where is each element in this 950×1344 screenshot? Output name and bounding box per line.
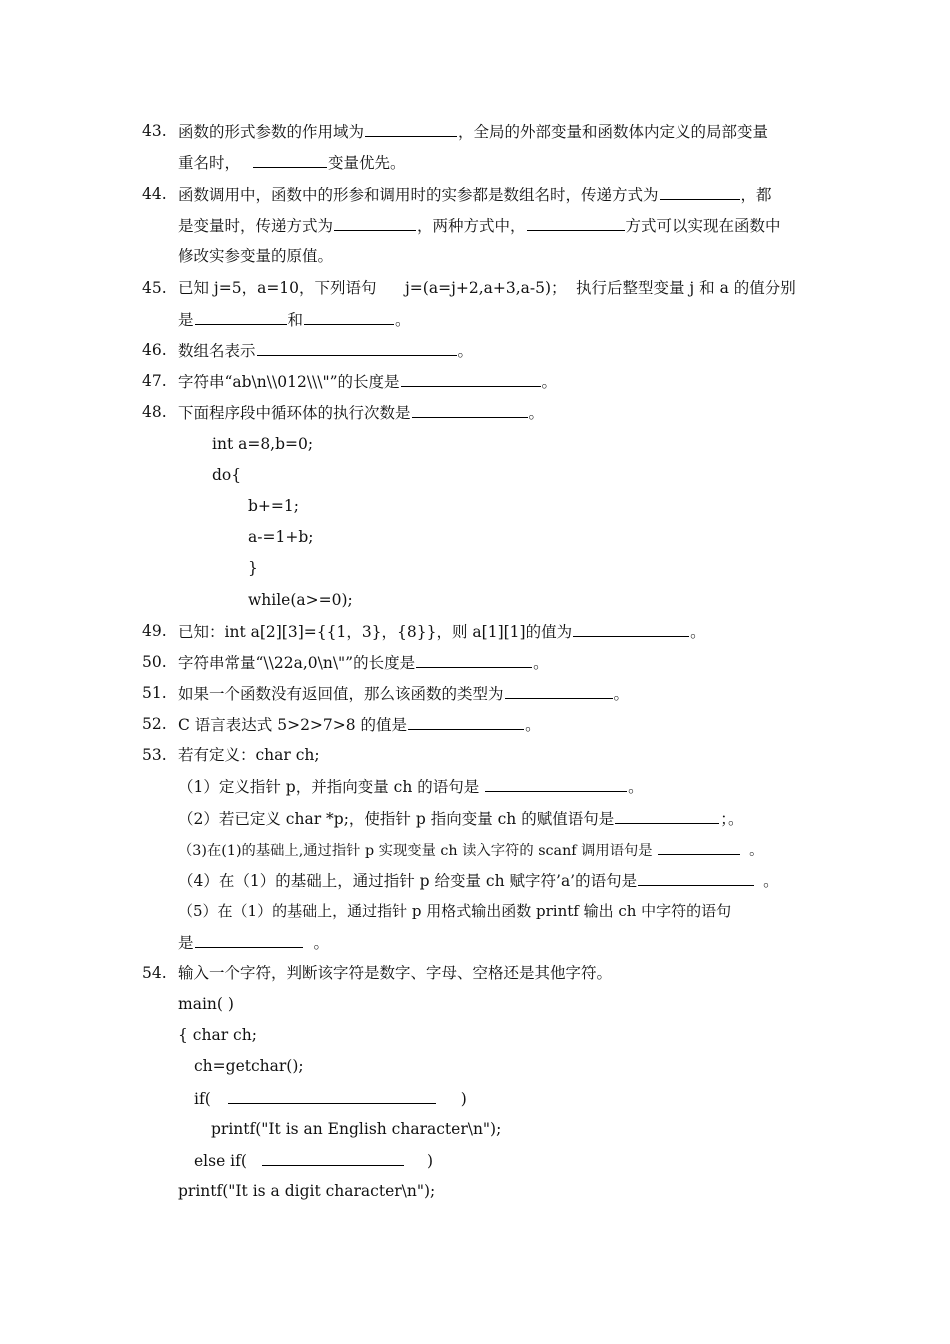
answer-blank[interactable]	[485, 776, 627, 792]
question-text: 已知 j=5，a=10，下列语句	[178, 279, 377, 297]
question-text: 。	[763, 872, 779, 890]
question-text: 执行后整型变量 j 和 a 的值分别	[576, 279, 796, 297]
question-text: 字符串常量“\\22a,0\n\"”的长度是	[178, 654, 416, 672]
code-text: )	[426, 1152, 433, 1170]
question-text: 若有定义：char ch;	[178, 746, 320, 764]
code-text: main( )	[178, 995, 234, 1013]
answer-blank[interactable]	[334, 215, 416, 231]
answer-blank[interactable]	[615, 808, 719, 824]
question-text: 。	[313, 934, 330, 952]
question-text: 函数的形式参数的作用域为	[178, 123, 365, 141]
code-text: a-=1+b;	[248, 528, 314, 546]
question-text: 方式可以实现在函数中	[625, 217, 781, 235]
answer-blank[interactable]	[416, 652, 532, 668]
question-text: （3)在(1)的基础上,通过指针 p 实现变量 ch 读入字符的 scanf 调用语句是	[178, 843, 658, 859]
answer-blank[interactable]	[573, 621, 689, 637]
question-text: 。	[541, 373, 558, 391]
question-number: 52.	[142, 715, 167, 733]
question-number: 48.	[142, 403, 167, 421]
code-text: b+=1;	[248, 497, 299, 515]
answer-blank[interactable]	[253, 152, 327, 168]
answer-blank[interactable]	[195, 932, 303, 948]
answer-blank[interactable]	[262, 1150, 404, 1166]
answer-blank[interactable]	[660, 184, 740, 200]
question-text: ，全局的外部变量和函数体内定义的局部变量	[458, 123, 769, 141]
question-text: C 语言表达式 5>2>7>8 的值是	[178, 716, 408, 734]
question-text: ，都	[740, 186, 772, 204]
code-text: else if(	[194, 1152, 247, 1170]
answer-blank[interactable]	[412, 402, 528, 418]
question-text: （4）在（1）的基础上，通过指针 p 给变量 ch 赋字符’a’的语句是	[178, 872, 638, 890]
answer-blank[interactable]	[228, 1088, 436, 1104]
answer-blank[interactable]	[195, 309, 287, 325]
question-text: 已知：int a[2][3]={{1，3}，{8}}，则 a[1][1]的值为	[178, 623, 573, 641]
question-text: 。	[749, 843, 764, 859]
question-text: 输入一个字符，判断该字符是数字、字母、空格还是其他字符。	[178, 964, 613, 982]
question-text: 是	[178, 934, 194, 952]
answer-blank[interactable]	[257, 340, 457, 356]
question-text: ，两种方式中，	[417, 217, 526, 235]
answer-blank[interactable]	[505, 683, 613, 699]
question-number: 43.	[142, 122, 167, 140]
answer-blank[interactable]	[365, 121, 457, 137]
question-number: 46.	[142, 341, 167, 359]
question-text: 是	[178, 311, 194, 329]
question-text: 数组名表示	[178, 342, 256, 360]
question-text: ；。	[720, 810, 744, 828]
answer-blank[interactable]	[527, 215, 625, 231]
question-code: j=(a=j+2,a+3,a-5)；	[405, 279, 567, 297]
question-text: 。	[613, 685, 630, 703]
code-text: int a=8,b=0;	[212, 435, 314, 453]
code-text: printf("It is a digit character\n");	[178, 1182, 436, 1200]
question-text: （5）在（1）的基础上，通过指针 p 用格式输出函数 printf 输出 ch 中字符的语句	[178, 902, 732, 920]
question-text: 。	[525, 716, 541, 734]
question-text: 。	[628, 778, 644, 796]
question-text: 。	[690, 623, 706, 641]
question-text: 下面程序段中循环体的执行次数是	[178, 404, 411, 422]
code-text: do{	[212, 466, 242, 484]
question-number: 53.	[142, 746, 167, 764]
question-text: （1）定义指针 p，并指向变量 ch 的语句是	[178, 778, 485, 796]
code-text: ch=getchar();	[194, 1057, 304, 1075]
answer-blank[interactable]	[304, 309, 394, 325]
question-text: 字符串“ab\n\\012\\\"”的长度是	[178, 373, 400, 391]
question-text: 函数调用中，函数中的形参和调用时的实参都是数组名时，传递方式为	[178, 186, 659, 204]
question-text: 。	[395, 311, 411, 329]
code-text: if(	[194, 1090, 211, 1108]
question-text: 。	[457, 342, 474, 360]
code-text: { char ch;	[178, 1026, 257, 1044]
question-number: 45.	[142, 279, 167, 297]
question-number: 50.	[142, 653, 167, 671]
question-text: 。	[528, 404, 545, 422]
answer-blank[interactable]	[401, 371, 541, 387]
answer-blank[interactable]	[638, 870, 754, 886]
question-number: 51.	[142, 684, 167, 702]
question-number: 47.	[142, 372, 167, 390]
question-text: 重名时，	[178, 154, 241, 172]
question-text: 如果一个函数没有返回值，那么该函数的类型为	[178, 685, 504, 703]
question-text: （2）若已定义 char *p;，使指针 p 指向变量 ch 的赋值语句是	[178, 810, 615, 828]
question-text: 。	[533, 654, 549, 672]
code-text: )	[460, 1090, 467, 1108]
code-text: printf("It is an English character\n");	[211, 1120, 502, 1138]
question-text: 是变量时，传递方式为	[178, 217, 334, 235]
answer-blank[interactable]	[408, 714, 524, 730]
answer-blank[interactable]	[658, 839, 740, 855]
question-text: 和	[287, 311, 304, 329]
question-number: 54.	[142, 964, 167, 982]
question-text: 变量优先。	[328, 154, 406, 172]
question-text: 修改实参变量的原值。	[178, 247, 334, 265]
code-text: }	[248, 559, 258, 577]
question-number: 44.	[142, 185, 167, 203]
question-number: 49.	[142, 622, 167, 640]
code-text: while(a>=0);	[248, 591, 353, 609]
